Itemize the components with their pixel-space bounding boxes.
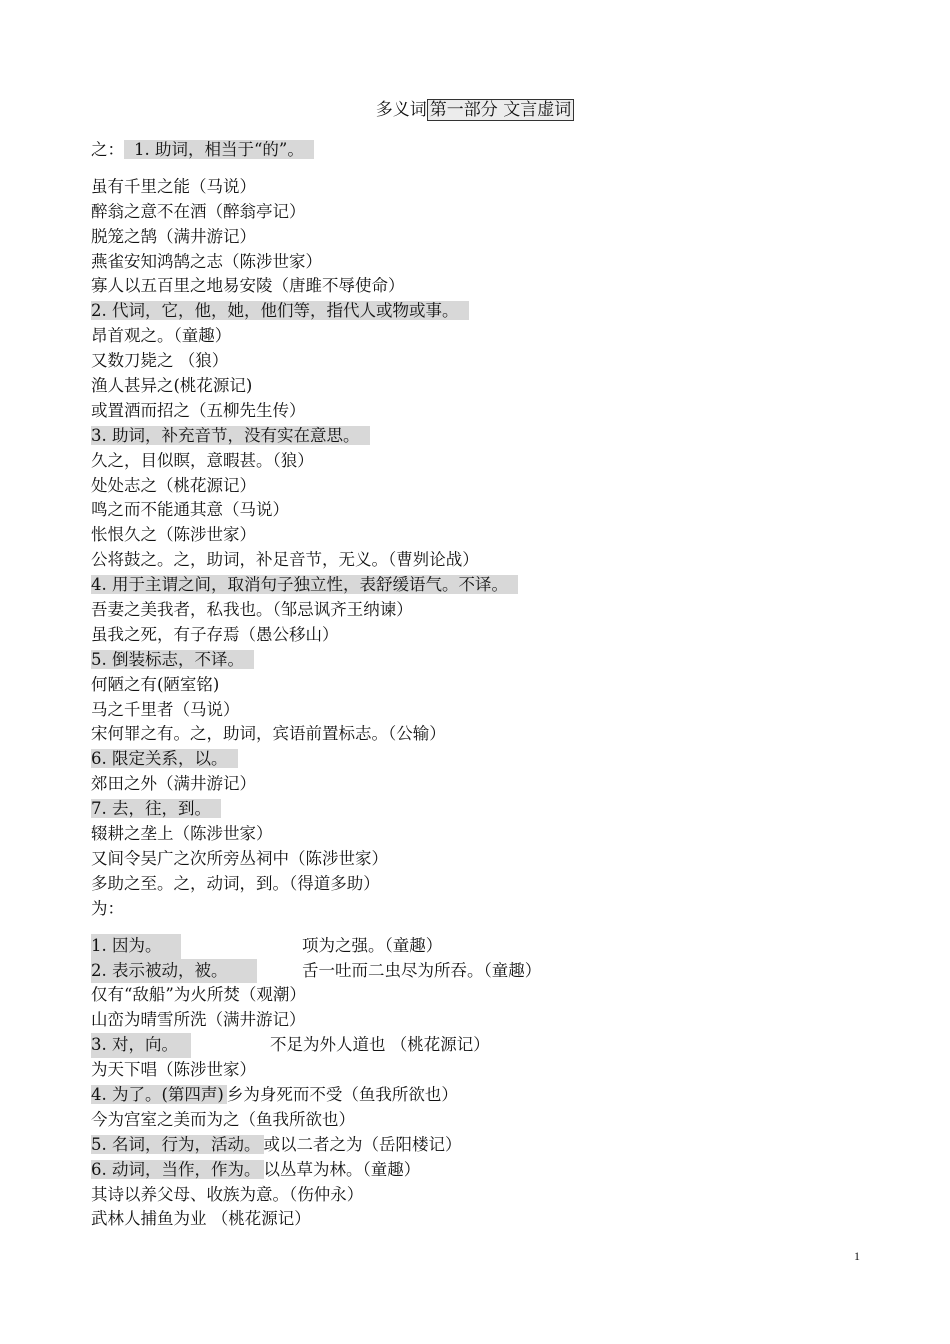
- example-line: 虽有千里之能（马说）: [91, 176, 256, 196]
- wei-sense-6: 6. 动词，当作，作为。 以丛草为林。（童趣）: [91, 1159, 421, 1179]
- zhi-sense-2: 2. 代词，它，他，她，他们等，指代人或物或事。: [91, 299, 911, 324]
- example-line: 郊田之外（满井游记）: [91, 774, 256, 794]
- zhi-heading: [91, 138, 911, 163]
- zhi-sense-3: 3. 助词，补充音节，没有实在意思。: [91, 424, 911, 449]
- title-prefix: 多义词: [375, 100, 427, 120]
- example-line: 怅恨久之（陈涉世家）: [91, 525, 256, 545]
- example-line: 虽我之死，有子存焉（愚公移山）: [91, 624, 339, 644]
- example-line: 辍耕之垄上（陈涉世家）: [91, 824, 273, 844]
- example-line: 寡人以五百里之地易安陵（唐雎不辱使命）: [91, 276, 405, 296]
- example-line: 山峦为晴雪所洗（满井游记）: [91, 1010, 306, 1030]
- wei-sense-2-example: 舌一吐而二虫尽为所吞。（童趣）: [302, 960, 542, 980]
- example-line: 马之千里者（马说）: [91, 699, 240, 719]
- example-line: 燕雀安知鸿鹄之志（陈涉世家）: [91, 251, 322, 271]
- example-line: 又间令吴广之次所旁丛祠中（陈涉世家）: [91, 848, 388, 868]
- wei-sense-5: 5. 名词，行为，活动。 或以二者之为（岳阳楼记）: [91, 1134, 462, 1154]
- zhi-sense-4: 4. 用于主谓之间，取消句子独立性，表舒缓语气。不译。: [91, 573, 911, 598]
- wei-sense-5-example: 或以二者之为（岳阳楼记）: [263, 1134, 462, 1154]
- wei-sense-3: 3. 对，向。 不足为外人道也 （桃花源记）: [91, 1033, 911, 1058]
- wei-heading: 为：: [91, 898, 124, 918]
- wei-sense-6-example: 以丛草为林。（童趣）: [263, 1159, 421, 1179]
- example-line: 鸣之而不能通其意（马说）: [91, 500, 289, 520]
- page-title: [0, 98, 950, 122]
- wei-sense-4-example: 乡为身死而不受（鱼我所欲也）: [226, 1084, 458, 1104]
- wei-sense-4: 4. 为了。(第四声) 乡为身死而不受（鱼我所欲也）: [91, 1084, 458, 1104]
- example-line: 或置酒而招之（五柳先生传）: [91, 400, 306, 420]
- example-line: 武林人捕鱼为业 （桃花源记）: [91, 1209, 311, 1229]
- example-line: 多助之至。之，动词，到。（得道多助）: [91, 873, 380, 893]
- zhi-sense-5: 5. 倒装标志，不译。: [91, 648, 911, 673]
- example-line: 脱笼之鹄（满井游记）: [91, 226, 256, 246]
- example-line: 久之，目似瞑，意暇甚。（狼）: [91, 450, 314, 470]
- document-body: [91, 138, 911, 1232]
- example-line: 吾妻之美我者，私我也。（邹忌讽齐王纳谏）: [91, 600, 413, 620]
- page-number: 1: [854, 1249, 860, 1263]
- zhi-label: 之：: [91, 140, 124, 159]
- wei-sense-2: 2. 表示被动，被。 舌一吐而二虫尽为所吞。（童趣）: [91, 959, 911, 984]
- example-line: 公将鼓之。之，助词，补足音节，无义。（曹刿论战）: [91, 550, 479, 570]
- example-line: 宋何罪之有。之，助词，宾语前置标志。（公输）: [91, 724, 446, 744]
- example-line: 今为宫室之美而为之（鱼我所欲也）: [91, 1109, 355, 1129]
- wei-sense-3-example: 不足为外人道也 （桃花源记）: [270, 1035, 490, 1055]
- example-line: 昂首观之。（童趣）: [91, 326, 232, 346]
- zhi-sense-7: 7. 去，往，到。: [91, 797, 911, 822]
- example-line: 醉翁之意不在酒（醉翁亭记）: [91, 201, 306, 221]
- wei-sense-1-example: 项为之强。（童趣）: [302, 935, 443, 955]
- example-line: 又数刀毙之 （狼）: [91, 351, 229, 371]
- wei-sense-1: 1. 因为。 项为之强。（童趣）: [91, 934, 911, 959]
- title-boxed: 第一部分 文言虚词: [427, 99, 574, 121]
- example-line: 仅有“敌船”为火所焚（观潮）: [91, 985, 306, 1005]
- example-line: 何陋之有(陋室铭): [91, 674, 220, 694]
- example-line: 处处志之（桃花源记）: [91, 475, 256, 495]
- example-line: 渔人甚异之(桃花源记): [91, 376, 253, 396]
- example-line: 其诗以养父母、收族为意。（伤仲永）: [91, 1184, 364, 1204]
- zhi-sense-1: 1. 助词，相当于“的”。: [124, 140, 314, 159]
- example-line: 为天下唱（陈涉世家）: [91, 1060, 256, 1080]
- zhi-sense-6: 6. 限定关系，以。: [91, 747, 911, 772]
